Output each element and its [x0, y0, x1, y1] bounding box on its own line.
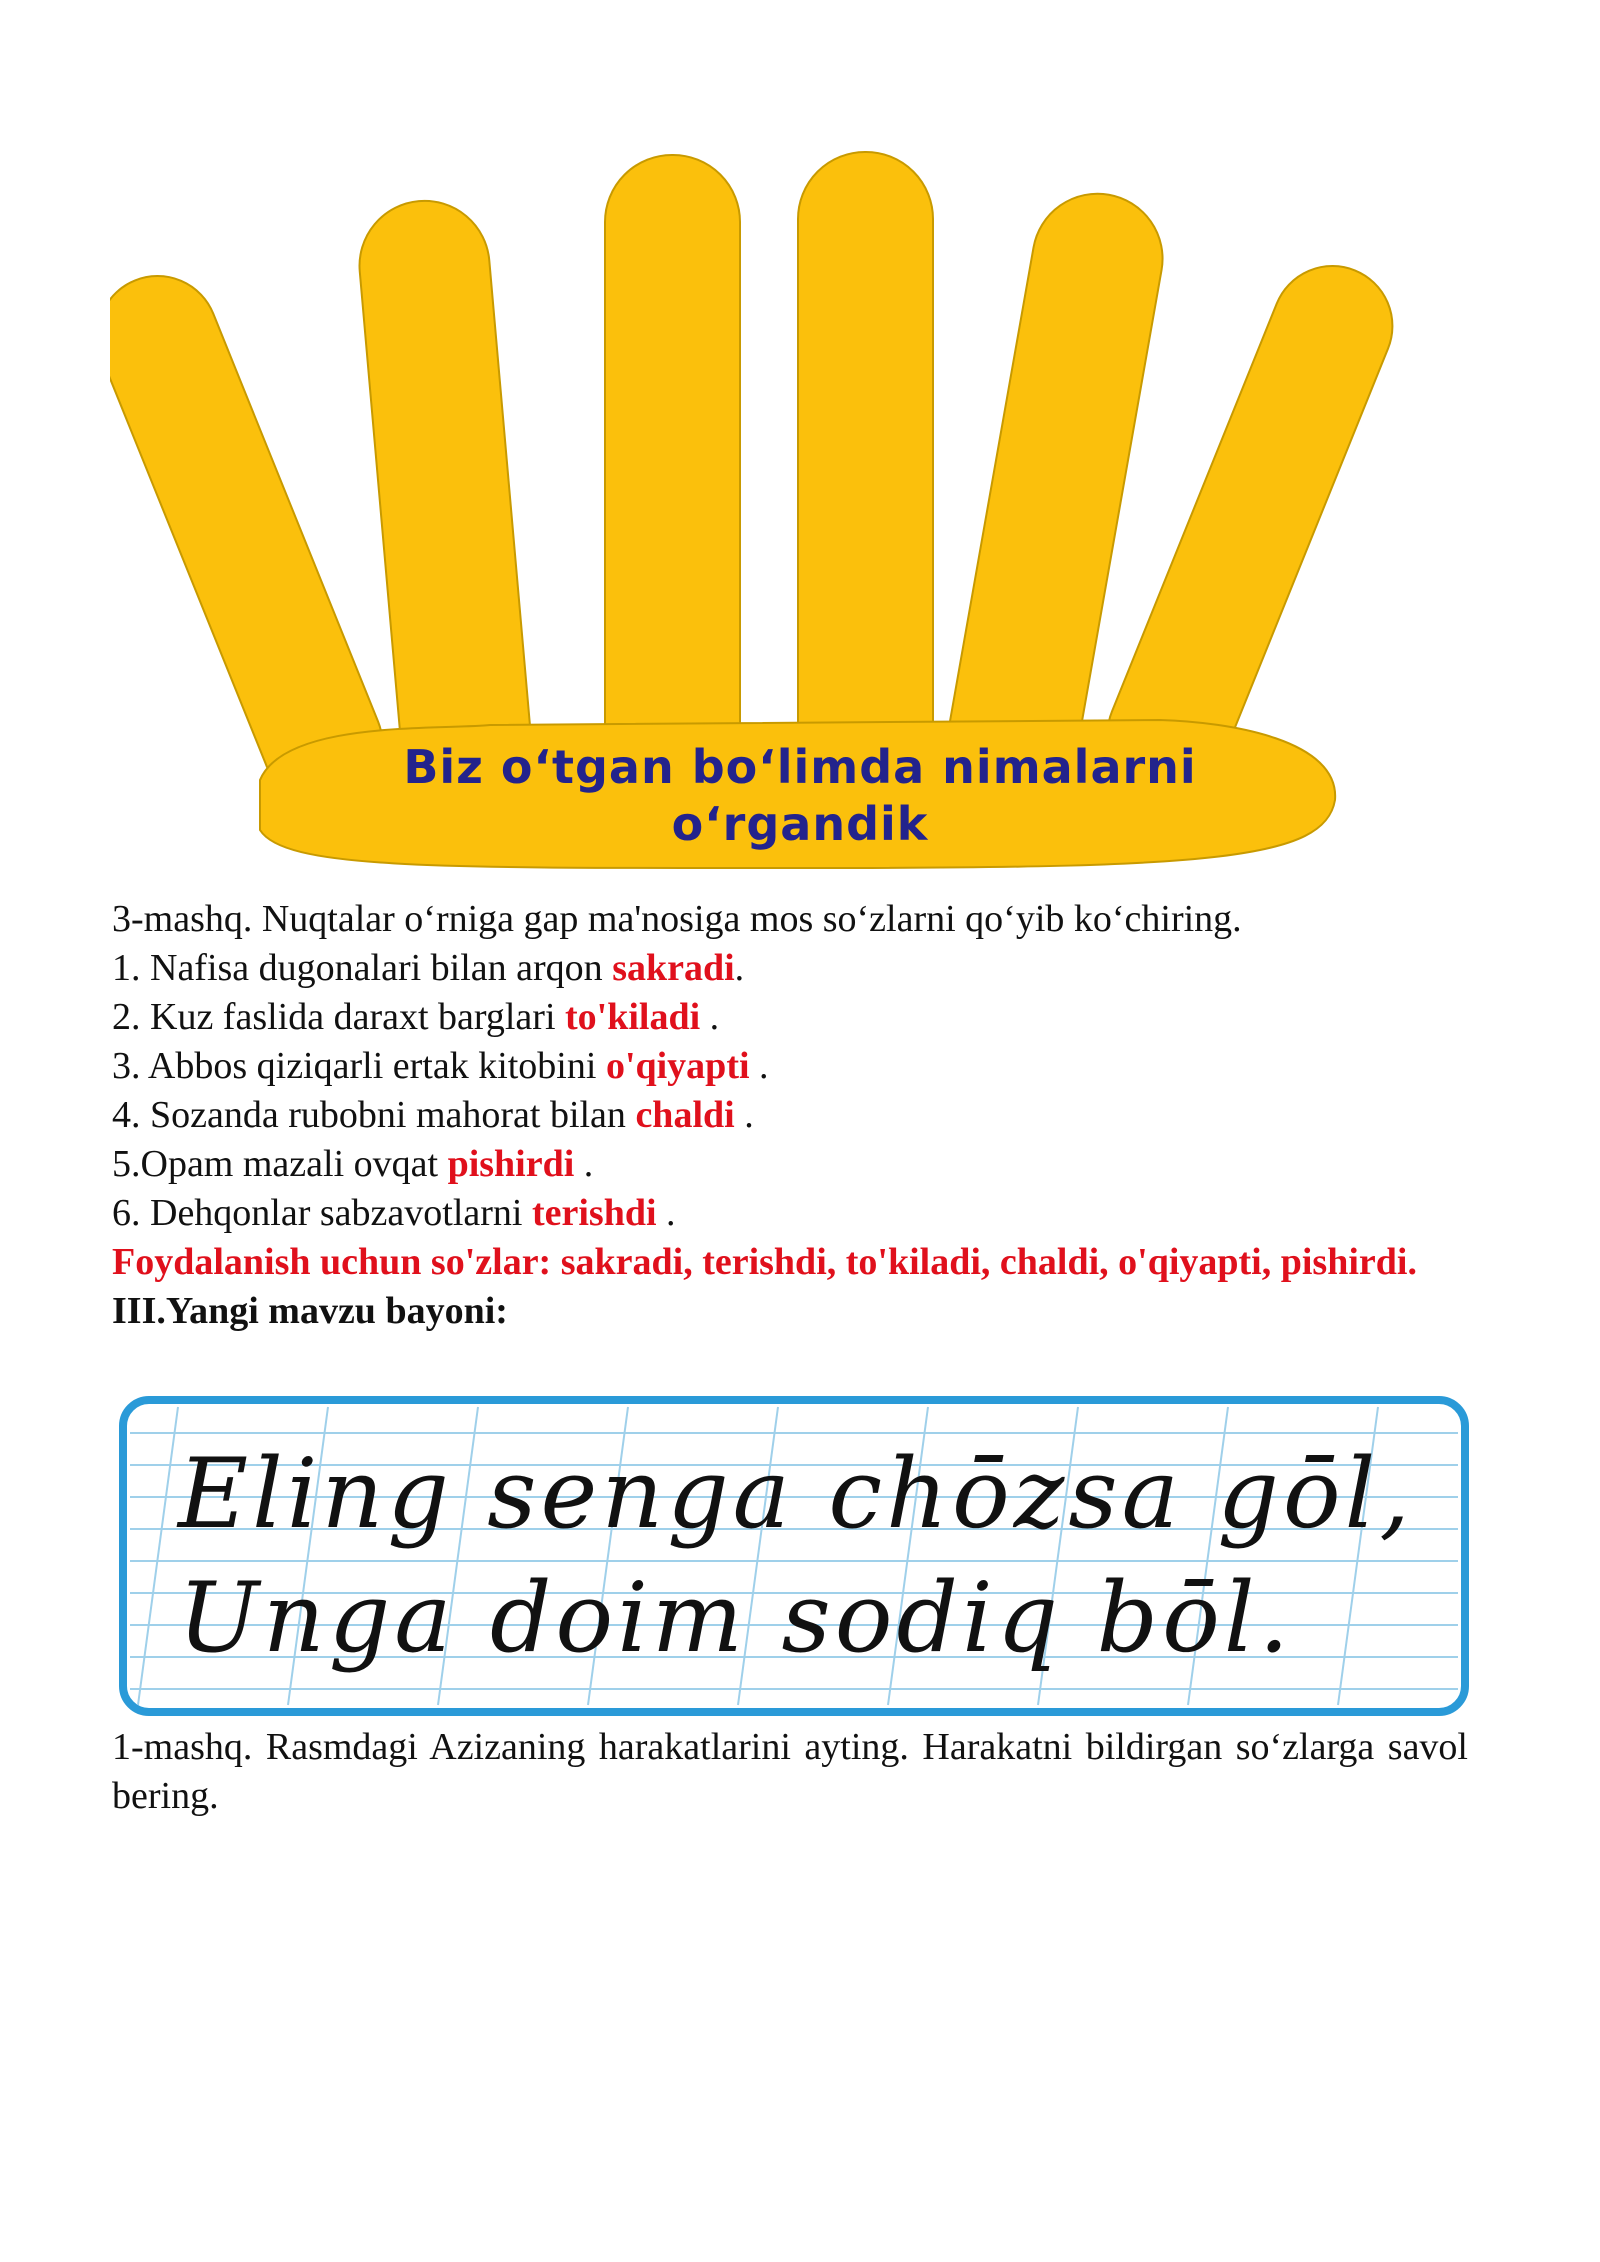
exercise-item	[112, 993, 1468, 1042]
item-end: .	[734, 947, 745, 989]
item-text: 6. Dehqonlar sabzavotlarni	[112, 1192, 532, 1234]
exercise-3-heading: 3-mashq. Nuqtalar o‘rniga gap ma'nosiga mos so‘zlarni qo‘yib ko‘chiring.	[112, 898, 1242, 940]
item-answer: chaldi	[635, 1094, 735, 1136]
item-answer: pishirdi	[447, 1143, 575, 1185]
item-text: 1. Nafisa dugonalari bilan arqon	[112, 947, 613, 989]
crown-finger	[605, 155, 740, 795]
item-end: .	[749, 1045, 769, 1087]
section-heading: III.Yangi mavzu bayoni:	[112, 1290, 508, 1332]
crown-finger	[354, 195, 536, 804]
word-bank: Foydalanish uchun so'zlar: sakradi, terishdi, to'kiladi, chaldi, o'qiyapti, pishirdi.	[112, 1241, 1417, 1283]
item-end: .	[734, 1094, 754, 1136]
item-end: .	[656, 1192, 676, 1234]
exercise-3	[112, 895, 1468, 1336]
item-end: .	[700, 996, 720, 1038]
item-text: 4. Sozanda rubobni mahorat bilan	[112, 1094, 636, 1136]
banner-title-line1: Biz o‘tgan bo‘limda nimalarni	[403, 740, 1197, 794]
banner-title-line2: o‘rgandik	[671, 797, 929, 851]
item-answer: sakradi	[612, 947, 735, 989]
handwriting-line-2: Unga doim sodiq bōl.	[178, 1562, 1294, 1674]
exercise-item	[112, 1091, 1468, 1140]
crown-finger	[798, 152, 933, 792]
item-answer: to'kiladi	[565, 996, 701, 1038]
crown-banner	[110, 140, 1450, 880]
item-text: 3. Abbos qiziqarli ertak kitobini	[112, 1045, 606, 1087]
item-answer: terishdi	[531, 1192, 657, 1234]
exercise-item	[112, 1042, 1468, 1091]
exercise-item	[112, 1140, 1468, 1189]
copybook-panel	[118, 1395, 1470, 1717]
item-text: 5.Opam mazali ovqat	[112, 1143, 448, 1185]
item-text: 2. Kuz faslida daraxt barglari	[112, 996, 566, 1038]
exercise-item	[112, 1189, 1468, 1238]
exercise-1: 1-mashq. Rasmdagi Azizaning harakatlarini ayting. Harakatni bildirgan so‘zlarga savol bering.	[112, 1726, 1468, 1817]
item-answer: o'qiyapti	[605, 1045, 750, 1087]
item-end: .	[574, 1143, 594, 1185]
exercise-item	[112, 944, 1468, 993]
handwriting-line-1: Eling senga chōzsa gōl,	[178, 1438, 1414, 1550]
